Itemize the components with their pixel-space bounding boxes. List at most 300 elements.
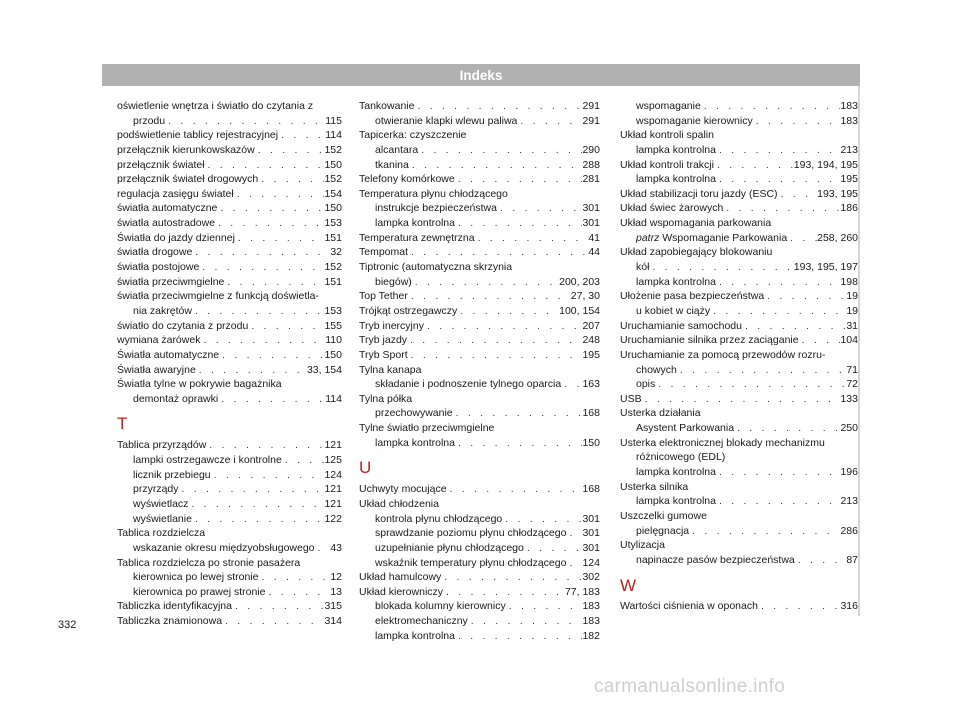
entry-page-ref: 115 xyxy=(325,114,342,127)
entry-term: Telefony komórkowe xyxy=(359,173,455,186)
dot-leader xyxy=(787,231,817,246)
dot-leader xyxy=(764,289,846,304)
entry-term: światła autostradowe xyxy=(117,217,216,230)
index-entry xyxy=(620,201,858,216)
entry-term: Tylne światło przeciwmgielne xyxy=(359,422,495,435)
dot-leader xyxy=(196,363,307,378)
index-heading xyxy=(620,450,858,465)
index-entry xyxy=(117,453,342,468)
entry-term: Uruchamianie silnika przez zaciąganie xyxy=(620,334,799,347)
dot-leader xyxy=(441,570,582,585)
entry-term: biegów) xyxy=(375,275,412,288)
index-entry xyxy=(620,289,858,304)
entry-page-ref: 193, 195, 197 xyxy=(793,261,858,274)
entry-page-ref: 19 xyxy=(846,304,858,317)
dot-leader xyxy=(689,524,840,539)
entry-page-ref: 183 xyxy=(582,600,600,613)
dot-leader xyxy=(165,114,325,129)
index-heading xyxy=(359,363,600,378)
entry-page-ref: 291 xyxy=(582,114,600,127)
entry-term: lampka kontrolna xyxy=(636,466,716,478)
index-entry xyxy=(620,158,858,173)
entry-term: Układ stabilizacji toru jazdy (ESC) xyxy=(620,187,778,200)
entry-term: Tapicerka: czyszczenie xyxy=(359,129,467,142)
index-entry xyxy=(117,348,342,363)
index-heading xyxy=(620,128,858,143)
dot-leader xyxy=(455,172,583,187)
index-entry xyxy=(117,187,342,202)
index-entry xyxy=(620,260,858,275)
entry-term: przełącznik kierunkowskazów xyxy=(117,143,255,156)
entry-term: Top Tether xyxy=(359,290,408,303)
entry-page-ref: 41 xyxy=(588,231,600,244)
index-entry xyxy=(359,629,600,644)
dot-leader xyxy=(255,143,325,158)
index-entry xyxy=(117,114,342,129)
entry-page-ref: 152 xyxy=(324,143,342,156)
index-entry xyxy=(620,600,858,615)
index-heading xyxy=(117,99,342,114)
entry-page-ref: 195 xyxy=(840,173,858,186)
index-entry xyxy=(359,216,600,231)
index-entry xyxy=(359,526,600,541)
dot-leader xyxy=(716,143,841,158)
entry-page-ref: 121 xyxy=(324,498,342,510)
entry-term: przyrządy xyxy=(133,483,179,496)
entry-page-ref: 301 xyxy=(582,512,600,525)
entry-term: USB xyxy=(620,392,642,405)
dot-leader xyxy=(408,289,571,304)
entry-term: Uszczelki gumowe xyxy=(620,509,707,522)
index-entry xyxy=(117,585,342,600)
dot-leader xyxy=(455,629,583,644)
entry-term: Tankowanie xyxy=(359,99,415,112)
dot-leader xyxy=(248,319,324,334)
entry-term: Tempomat xyxy=(359,246,409,259)
dot-leader xyxy=(453,406,583,421)
entry-page-ref: 291 xyxy=(582,99,600,112)
entry-term: u kobiet w ciąży xyxy=(636,304,711,317)
index-entry xyxy=(117,392,342,407)
entry-term: światła postojowe xyxy=(117,261,200,274)
entry-page-ref: 150 xyxy=(324,348,342,361)
entry-term: kół xyxy=(636,261,650,274)
index-entry xyxy=(117,614,342,629)
entry-page-ref: 193, 194, 195 xyxy=(793,158,858,171)
entry-page-ref: 154 xyxy=(324,187,342,200)
dot-leader xyxy=(409,158,583,173)
index-entry xyxy=(359,541,600,556)
page-side-rule xyxy=(858,86,860,616)
entry-page-ref: 315 xyxy=(324,600,342,613)
entry-page-ref: 87 xyxy=(846,553,858,566)
entry-term: alcantara xyxy=(375,143,419,156)
entry-term: lampka kontrolna xyxy=(375,629,455,642)
entry-page-ref: 114 xyxy=(325,392,342,405)
index-column-2 xyxy=(359,99,600,643)
entry-term: lampka kontrolna xyxy=(636,173,716,186)
dot-leader xyxy=(258,172,324,187)
index-heading xyxy=(620,538,858,553)
dot-leader xyxy=(561,377,582,392)
entry-term: Temperatura płynu chłodzącego xyxy=(359,187,508,200)
index-entry xyxy=(359,99,600,114)
index-heading xyxy=(620,436,858,451)
entry-term: elektromechaniczny xyxy=(375,615,468,628)
index-entry xyxy=(620,363,858,378)
entry-term: kierownica po lewej stronie xyxy=(133,571,259,584)
index-heading xyxy=(620,406,858,421)
index-entry xyxy=(359,201,600,216)
index-entry xyxy=(359,600,600,615)
entry-term: opis xyxy=(636,378,656,391)
entry-term: lampki ostrzegawcze i kontrolne xyxy=(133,454,282,467)
dot-leader xyxy=(224,275,324,290)
entry-page-ref: 114 xyxy=(325,129,342,142)
dot-leader xyxy=(258,570,330,585)
entry-term: Trójkąt ostrzegawczy xyxy=(359,304,458,317)
dot-leader xyxy=(188,497,324,512)
dot-leader xyxy=(179,482,325,497)
index-section-letter: U xyxy=(359,458,372,478)
dot-leader xyxy=(517,114,582,129)
entry-page-ref: 121 xyxy=(324,439,342,452)
entry-page-ref: 77, 183 xyxy=(564,585,600,598)
index-entry xyxy=(359,406,600,421)
index-entry xyxy=(117,245,342,260)
dot-leader xyxy=(716,275,841,290)
index-entry xyxy=(117,143,342,158)
index-entry xyxy=(359,158,600,173)
index-heading xyxy=(359,497,600,512)
entry-term-text: Wspomaganie Parkowania xyxy=(662,231,788,244)
index-entry xyxy=(620,319,858,334)
dot-leader xyxy=(418,143,582,158)
entry-page-ref: 150 xyxy=(324,202,342,215)
entry-page-ref: 150 xyxy=(582,436,600,449)
index-heading xyxy=(117,289,342,304)
entry-page-ref: 32 xyxy=(330,246,342,259)
index-entry xyxy=(359,585,600,600)
entry-term: blokada kolumny kierownicy xyxy=(375,600,506,613)
entry-term: Tryb Sport xyxy=(359,348,408,361)
entry-term: przodu xyxy=(133,114,166,127)
dot-leader xyxy=(219,348,324,363)
index-heading xyxy=(117,526,342,541)
entry-term: instrukcje bezpieczeństwa xyxy=(375,202,497,215)
dot-leader xyxy=(217,201,324,216)
entry-page-ref: 288 xyxy=(582,158,600,171)
index-heading xyxy=(359,187,600,202)
dot-leader xyxy=(408,245,588,260)
entry-term: Usterka silnika xyxy=(620,480,689,493)
dot-leader xyxy=(315,541,331,556)
entry-term: Uchwyty mocujące xyxy=(359,483,447,496)
entry-page-ref: 281 xyxy=(582,173,600,186)
entry-term: Temperatura zewnętrzna xyxy=(359,231,475,244)
index-entry xyxy=(620,465,858,480)
index-section-letter: W xyxy=(620,575,637,595)
entry-term: Uruchamianie za pomocą przewodów rozru- xyxy=(620,348,826,361)
entry-page-ref: 124 xyxy=(582,556,600,569)
entry-page-ref: 122 xyxy=(324,512,342,525)
index-entry xyxy=(117,201,342,216)
entry-page-ref: 125 xyxy=(324,454,342,467)
entry-page-ref: 195 xyxy=(582,348,600,361)
entry-page-ref: 316 xyxy=(840,600,858,613)
entry-term: Tablica rozdzielcza xyxy=(117,527,206,540)
index-entry xyxy=(359,348,600,363)
entry-page-ref: 248 xyxy=(582,334,600,347)
entry-term: kontrola płynu chłodzącego xyxy=(375,512,503,525)
entry-term: Tablica rozdzielcza po stronie pasażera xyxy=(117,556,301,569)
dot-leader xyxy=(795,553,847,568)
dot-leader xyxy=(734,421,840,436)
dot-leader xyxy=(566,556,582,571)
entry-term: lampka kontrolna xyxy=(375,217,455,230)
entry-page-ref: 213 xyxy=(840,143,858,156)
entry-page-ref: 121 xyxy=(324,483,342,496)
entry-term: napinacze pasów bezpieczeństwa xyxy=(636,553,795,566)
index-entry xyxy=(620,304,858,319)
dot-leader xyxy=(200,333,325,348)
entry-term: Tabliczka identyfikacyjna xyxy=(117,600,232,613)
entry-term: Tabliczka znamionowa xyxy=(117,615,223,628)
index-entry xyxy=(359,319,600,334)
entry-page-ref: 150 xyxy=(324,158,342,171)
entry-page-ref: 258, 260 xyxy=(817,231,858,244)
entry-page-ref: 301 xyxy=(582,202,600,215)
entry-page-ref: 153 xyxy=(324,217,342,230)
index-entry xyxy=(359,114,600,129)
dot-leader xyxy=(566,526,582,541)
entry-term: lampka kontrolna xyxy=(636,495,716,508)
index-entry xyxy=(620,421,858,436)
page-number: 332 xyxy=(58,619,77,631)
entry-term: Uruchamianie samochodu xyxy=(620,319,742,332)
index-entry xyxy=(117,438,342,453)
entry-term: Światła automatyczne xyxy=(117,348,220,361)
dot-leader xyxy=(701,99,841,114)
entry-page-ref: 301 xyxy=(582,527,600,540)
entry-term: przechowywanie xyxy=(375,407,453,420)
entry-page-ref: 183 xyxy=(840,99,858,112)
index-entry xyxy=(359,231,600,246)
dot-leader xyxy=(753,114,841,129)
entry-page-ref: 71 xyxy=(846,363,858,376)
index-entry xyxy=(620,114,858,129)
entry-page-ref: 133 xyxy=(840,392,858,405)
entry-term: Wartości ciśnienia w oponach xyxy=(620,600,758,613)
dot-leader xyxy=(524,541,583,556)
entry-page-ref: 72 xyxy=(846,378,858,391)
entry-term: Układ zapobiegający blokowaniu xyxy=(620,246,773,259)
entry-page-ref: 182 xyxy=(582,629,600,642)
entry-term: Światła tylne w pokrywie bagażnika xyxy=(117,378,282,391)
entry-term: podświetlenie tablicy rejestracyjnej xyxy=(117,129,279,142)
entry-page-ref: 155 xyxy=(324,319,342,332)
index-entry xyxy=(620,333,858,348)
index-heading xyxy=(359,260,600,275)
entry-page-ref: 152 xyxy=(324,173,342,186)
index-entry xyxy=(620,143,858,158)
index-entry xyxy=(117,172,342,187)
index-header-bar xyxy=(102,64,860,86)
index-entry xyxy=(620,392,858,407)
dot-leader xyxy=(278,128,325,143)
dot-leader xyxy=(407,333,582,348)
index-entry xyxy=(117,512,342,527)
entry-term: wskazanie okresu międzyobsługowego xyxy=(133,541,315,554)
index-entry xyxy=(117,128,342,143)
index-entry xyxy=(117,158,342,173)
index-heading xyxy=(359,421,600,436)
entry-page-ref: 301 xyxy=(582,217,600,230)
entry-term: światła drogowe xyxy=(117,246,193,259)
entry-term: wyświetlanie xyxy=(133,512,192,525)
index-entry xyxy=(117,260,342,275)
entry-page-ref: 314 xyxy=(324,615,342,628)
entry-page-ref: 44 xyxy=(588,246,600,259)
dot-leader xyxy=(265,585,330,600)
entry-page-ref: 186 xyxy=(840,202,858,215)
dot-leader xyxy=(778,187,818,202)
entry-page-ref: 27, 30 xyxy=(570,290,600,303)
dot-leader xyxy=(192,512,325,527)
index-heading xyxy=(620,245,858,260)
index-entry xyxy=(620,99,858,114)
entry-page-ref: 33, 154 xyxy=(306,363,342,376)
dot-leader xyxy=(468,614,583,629)
entry-term: przełącznik świateł xyxy=(117,158,205,171)
dot-leader xyxy=(206,438,324,453)
entry-term: Ułożenie pasa bezpieczeństwa xyxy=(620,290,765,303)
entry-term: kierownica po prawej stronie xyxy=(133,585,266,598)
entry-term: Układ świec żarowych xyxy=(620,202,724,215)
dot-leader xyxy=(424,319,583,334)
dot-leader xyxy=(716,494,841,509)
entry-term: wspomaganie xyxy=(636,99,701,112)
dot-leader xyxy=(742,319,846,334)
entry-page-ref: 43 xyxy=(330,541,342,554)
dot-leader xyxy=(716,172,841,187)
index-heading xyxy=(620,509,858,524)
entry-term: tkanina xyxy=(375,158,409,171)
index-entry xyxy=(117,333,342,348)
index-entry xyxy=(117,482,342,497)
entry-page-ref: 31 xyxy=(846,319,858,332)
index-heading xyxy=(117,556,342,571)
entry-page-ref: 213 xyxy=(840,495,858,508)
entry-term: lampka kontrolna xyxy=(375,436,455,449)
index-entry xyxy=(117,231,342,246)
entry-term: światła automatyczne xyxy=(117,202,218,215)
entry-term: Tablica przyrządów xyxy=(117,439,207,452)
dot-leader xyxy=(199,260,324,275)
entry-page-ref: 104 xyxy=(840,334,858,347)
dot-leader xyxy=(192,245,330,260)
watermark: carmanualsonline.info xyxy=(594,676,786,697)
dot-leader xyxy=(234,187,325,202)
index-entry xyxy=(359,275,600,290)
index-entry xyxy=(359,614,600,629)
dot-leader xyxy=(799,333,841,348)
index-entry xyxy=(359,482,600,497)
entry-term: Tylna kanapa xyxy=(359,363,422,376)
dot-leader xyxy=(714,158,794,173)
entry-term: Tryb inercyjny xyxy=(359,319,424,332)
entry-page-ref: 302 xyxy=(582,571,600,584)
index-entry xyxy=(117,570,342,585)
entry-page-ref: 250 xyxy=(840,422,858,435)
entry-page-ref: 207 xyxy=(582,319,600,332)
entry-term: Tylna półka xyxy=(359,392,413,405)
dot-leader xyxy=(497,201,582,216)
entry-term: Usterka elektronicznej blokady mechanizmu xyxy=(620,436,825,449)
dot-leader xyxy=(211,468,325,483)
index-entry xyxy=(117,216,342,231)
dot-leader xyxy=(282,453,325,468)
dot-leader xyxy=(758,600,841,615)
index-heading xyxy=(117,377,342,392)
dot-leader xyxy=(455,436,583,451)
entry-term: lampka kontrolna xyxy=(636,143,716,156)
entry-term: wskaźnik temperatury płynu chłodzącego xyxy=(375,556,567,569)
index-header-title: Indeks xyxy=(459,67,503,83)
dot-leader xyxy=(412,275,559,290)
entry-page-ref: 12 xyxy=(330,571,342,584)
entry-term: składanie i podnoszenie tylnego oparcia xyxy=(375,378,562,391)
entry-term: wspomaganie kierownicy xyxy=(636,114,753,127)
entry-page-ref: 124 xyxy=(324,468,342,481)
dot-leader xyxy=(649,260,793,275)
entry-page-ref: 151 xyxy=(324,275,342,288)
index-section-letter: T xyxy=(117,414,128,434)
entry-term: regulacja zasięgu świateł xyxy=(117,187,234,200)
dot-leader xyxy=(192,304,325,319)
index-entry xyxy=(117,497,342,512)
index-entry xyxy=(359,333,600,348)
entry-term xyxy=(636,231,787,246)
entry-term: wymiana żarówek xyxy=(117,334,201,347)
entry-page-ref: 168 xyxy=(582,407,600,420)
entry-term: nia zakrętów xyxy=(133,304,192,317)
entry-term: Tiptronic (automatyczna skrzynia xyxy=(359,261,513,274)
entry-page-ref: 19 xyxy=(846,290,858,303)
entry-page-ref: 286 xyxy=(840,524,858,537)
dot-leader xyxy=(723,201,840,216)
dot-leader xyxy=(408,348,583,363)
entry-term: oświetlenie wnętrza i światło do czytania z xyxy=(117,99,314,112)
index-entry xyxy=(359,172,600,187)
entry-term: Utylizacja xyxy=(620,539,665,552)
entry-page-ref: 153 xyxy=(324,304,342,317)
entry-term: różnicowego (EDL) xyxy=(636,451,726,464)
entry-page-ref: 183 xyxy=(840,114,858,127)
entry-term: światła przeciwmgielne z funkcją doświetla- xyxy=(117,290,319,303)
index-entry xyxy=(620,187,858,202)
entry-page-ref: 168 xyxy=(582,483,600,496)
entry-term: Usterka działania xyxy=(620,407,701,420)
entry-term: Światła awaryjne xyxy=(117,363,196,376)
entry-page-ref: 200, 203 xyxy=(559,275,600,288)
entry-page-ref: 198 xyxy=(840,275,858,288)
entry-page-ref: 163 xyxy=(582,378,600,391)
entry-page-ref: 151 xyxy=(324,231,342,244)
entry-term: Układ kierowniczy xyxy=(359,585,444,598)
dot-leader xyxy=(232,600,324,615)
entry-term: chowych xyxy=(636,363,677,376)
